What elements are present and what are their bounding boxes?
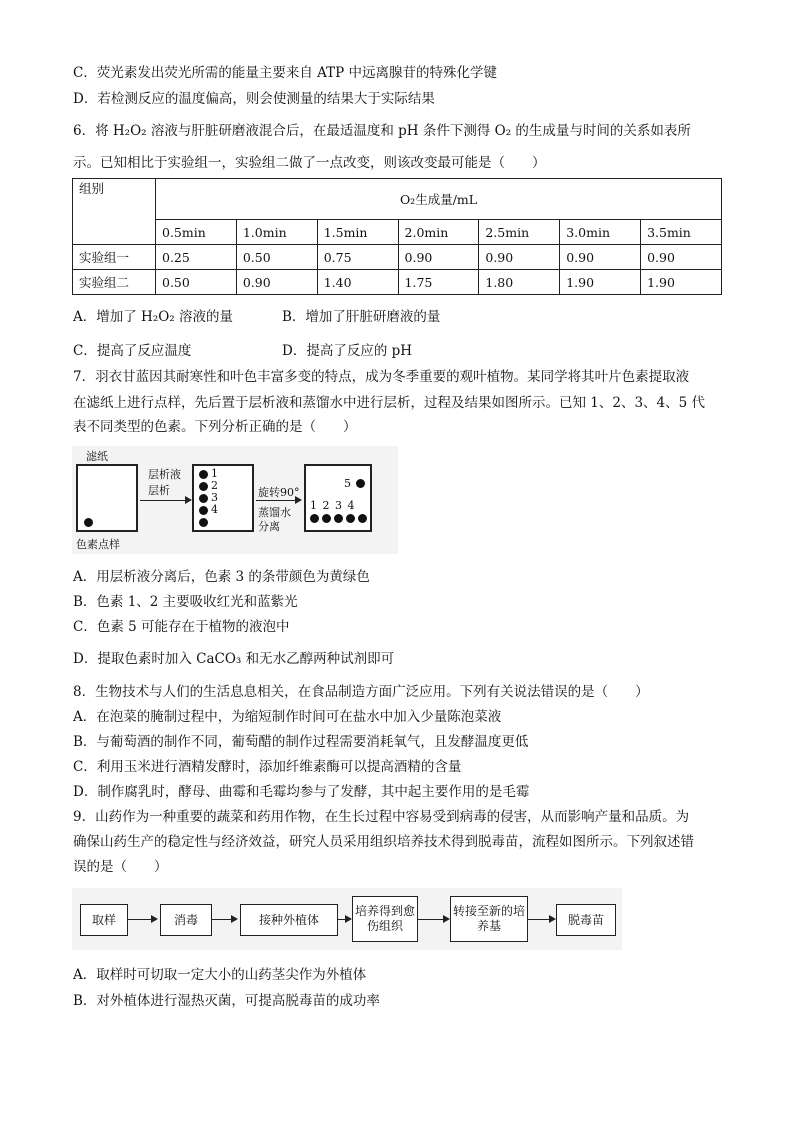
table-row (73, 245, 722, 270)
row-label: 实验组一 (73, 245, 156, 270)
table-cell: 0.25 (156, 245, 237, 270)
pigment-band (199, 506, 208, 515)
table-cell: 0.90 (560, 245, 641, 270)
row-label: 实验组二 (73, 270, 156, 295)
table-cell: 1.75 (398, 270, 479, 295)
q9-stem-line1: 9．山药作为一种重要的蔬菜和药用作物，在生长过程中容易受到病毒的侵害，从而影响产量和品质。为 (73, 809, 690, 825)
band-number: 2 (211, 479, 218, 492)
time-header-cell: 3.0min (560, 220, 641, 245)
q6-option-b: B．增加了肝脏研磨液的量 (282, 309, 441, 325)
paper-label: 滤纸 (86, 450, 108, 463)
table-cell: 1.40 (317, 270, 398, 295)
o2-data-table (72, 178, 722, 295)
q7-stem-line1: 7．羽衣甘蓝因其耐寒性和叶色丰富多变的特点，成为冬季重要的观叶植物。某同学将其叶片色素提取液 (73, 369, 690, 385)
arrow-icon (256, 500, 300, 501)
flow-step-virus-free: 脱毒苗 (556, 904, 616, 936)
time-header-cell: 2.5min (479, 220, 560, 245)
group-header: 组别 (73, 179, 156, 245)
time-header-row (73, 220, 722, 245)
q6-option-d: D．提高了反应的 pH (282, 343, 413, 359)
table-cell: 0.50 (156, 270, 237, 295)
sample-spot (84, 518, 93, 527)
table-cell: 0.75 (317, 245, 398, 270)
table-cell: 0.90 (236, 270, 317, 295)
row-numbers: 1 2 3 4 (310, 499, 356, 512)
arrow-icon (418, 919, 448, 920)
q6-option-c: C．提高了反应温度 (73, 343, 192, 359)
arrow-icon (128, 919, 156, 920)
step2-label-b: 蒸馏水 (258, 506, 291, 519)
table-cell: 1.80 (479, 270, 560, 295)
time-header-cell: 1.5min (317, 220, 398, 245)
step2-label-a: 旋转90° (258, 486, 300, 499)
spot-label: 色素点样 (76, 538, 120, 551)
flow-step-sampling: 取样 (80, 904, 128, 936)
arrow-icon (140, 500, 190, 501)
q8-option-c: C．利用玉米进行酒精发酵时，添加纤维素酶可以提高酒精的含量 (73, 759, 462, 775)
flow-step-transfer: 转接至新的培养基 (450, 896, 528, 942)
pigment-band (199, 482, 208, 491)
time-header-cell: 0.5min (156, 220, 237, 245)
q8-option-b: B．与葡萄酒的制作不同，葡萄醋的制作过程需要消耗氧气，且发酵温度更低 (73, 734, 529, 750)
q7-option-a: A．用层析液分离后，色素 3 的条带颜色为黄绿色 (73, 569, 370, 585)
flow-step-inoculate: 接种外植体 (240, 904, 338, 936)
pigment-band-5 (356, 479, 365, 488)
q6-stem-line1: 6．将 H₂O₂ 溶液与肝脏研磨液混合后，在最适温度和 pH 条件下测得 O₂ 的生成量与时间的关系如表所 (73, 123, 691, 139)
pigment-band (358, 514, 367, 523)
q5-option-c: C．荧光素发出荧光所需的能量主要来自 ATP 中远离腺苷的特殊化学键 (73, 65, 498, 81)
q9-stem-line2: 确保山药生产的稳定性与经济效益，研究人员采用组织培养技术得到脱毒苗，流程如图所示。下列叙述错 (73, 834, 694, 850)
value-header: O₂生成量/mL (156, 179, 722, 220)
arrow-icon (212, 919, 236, 920)
q8-option-d: D．制作腐乳时，酵母、曲霉和毛霉均参与了发酵，其中起主要作用的是毛霉 (73, 784, 530, 800)
band-number: 3 (211, 491, 218, 504)
q7-option-b: B．色素 1、2 主要吸收红光和蓝紫光 (73, 594, 298, 610)
q9-stem-line3: 误的是（ ） (73, 859, 168, 875)
q7-option-d: D．提取色素时加入 CaCO₃ 和无水乙醇两种试剂即可 (73, 651, 395, 667)
q7-stem-line3: 表不同类型的色素。下列分析正确的是（ ） (73, 419, 357, 435)
time-header-cell: 2.0min (398, 220, 479, 245)
q7-stem-line2: 在滤纸上进行点样，先后置于层析液和蒸馏水中进行层析，过程及结果如图所示。已知 1、2、3、4、5 代 (73, 395, 706, 411)
q9-option-b: B．对外植体进行湿热灭菌，可提高脱毒苗的成功率 (73, 993, 380, 1009)
table-cell: 0.90 (479, 245, 560, 270)
pigment-band (322, 514, 331, 523)
tissue-culture-flowchart (72, 888, 622, 950)
q5-option-d: D．若检测反应的温度偏高，则会使测量的结果大于实际结果 (73, 91, 435, 107)
time-header-cell: 3.5min (641, 220, 722, 245)
q8-stem: 8．生物技术与人们的生活息息相关，在食品制造方面广泛应用。下列有关说法错误的是（ ） (73, 684, 649, 700)
arrow-icon (528, 919, 554, 920)
table-cell: 1.90 (560, 270, 641, 295)
pigment-band (334, 514, 343, 523)
band-number-5: 5 (344, 477, 351, 490)
arrow-icon (338, 919, 350, 920)
q7-option-c: C．色素 5 可能存在于植物的液泡中 (73, 619, 290, 635)
pigment-band (310, 514, 319, 523)
flow-step-callus: 培养得到愈伤组织 (352, 896, 418, 942)
step1-label-a: 层析液 (148, 468, 181, 481)
table-cell: 0.90 (398, 245, 479, 270)
q6-stem-line2: 示。已知相比于实验组一，实验组二做了一点改变，则该改变最可能是（ ） (73, 155, 546, 171)
table-row (73, 270, 722, 295)
step1-label-b: 层析 (148, 484, 170, 497)
table-cell: 1.90 (641, 270, 722, 295)
pigment-band (199, 470, 208, 479)
table-cell: 0.50 (236, 245, 317, 270)
q6-option-a: A．增加了 H₂O₂ 溶液的量 (73, 309, 233, 325)
chromatography-figure (72, 446, 398, 554)
band-number: 4 (211, 503, 218, 516)
pigment-band (199, 518, 208, 527)
q8-option-a: A．在泡菜的腌制过程中，为缩短制作时间可在盐水中加入少量陈泡菜液 (73, 709, 502, 725)
pigment-band (346, 514, 355, 523)
step2-label-c: 分离 (258, 520, 280, 533)
table-cell: 0.90 (641, 245, 722, 270)
pigment-band (199, 494, 208, 503)
time-header-cell: 1.0min (236, 220, 317, 245)
q9-option-a: A．取样时可切取一定大小的山药茎尖作为外植体 (73, 967, 367, 983)
flow-step-disinfect: 消毒 (160, 904, 212, 936)
band-number: 1 (211, 467, 218, 480)
